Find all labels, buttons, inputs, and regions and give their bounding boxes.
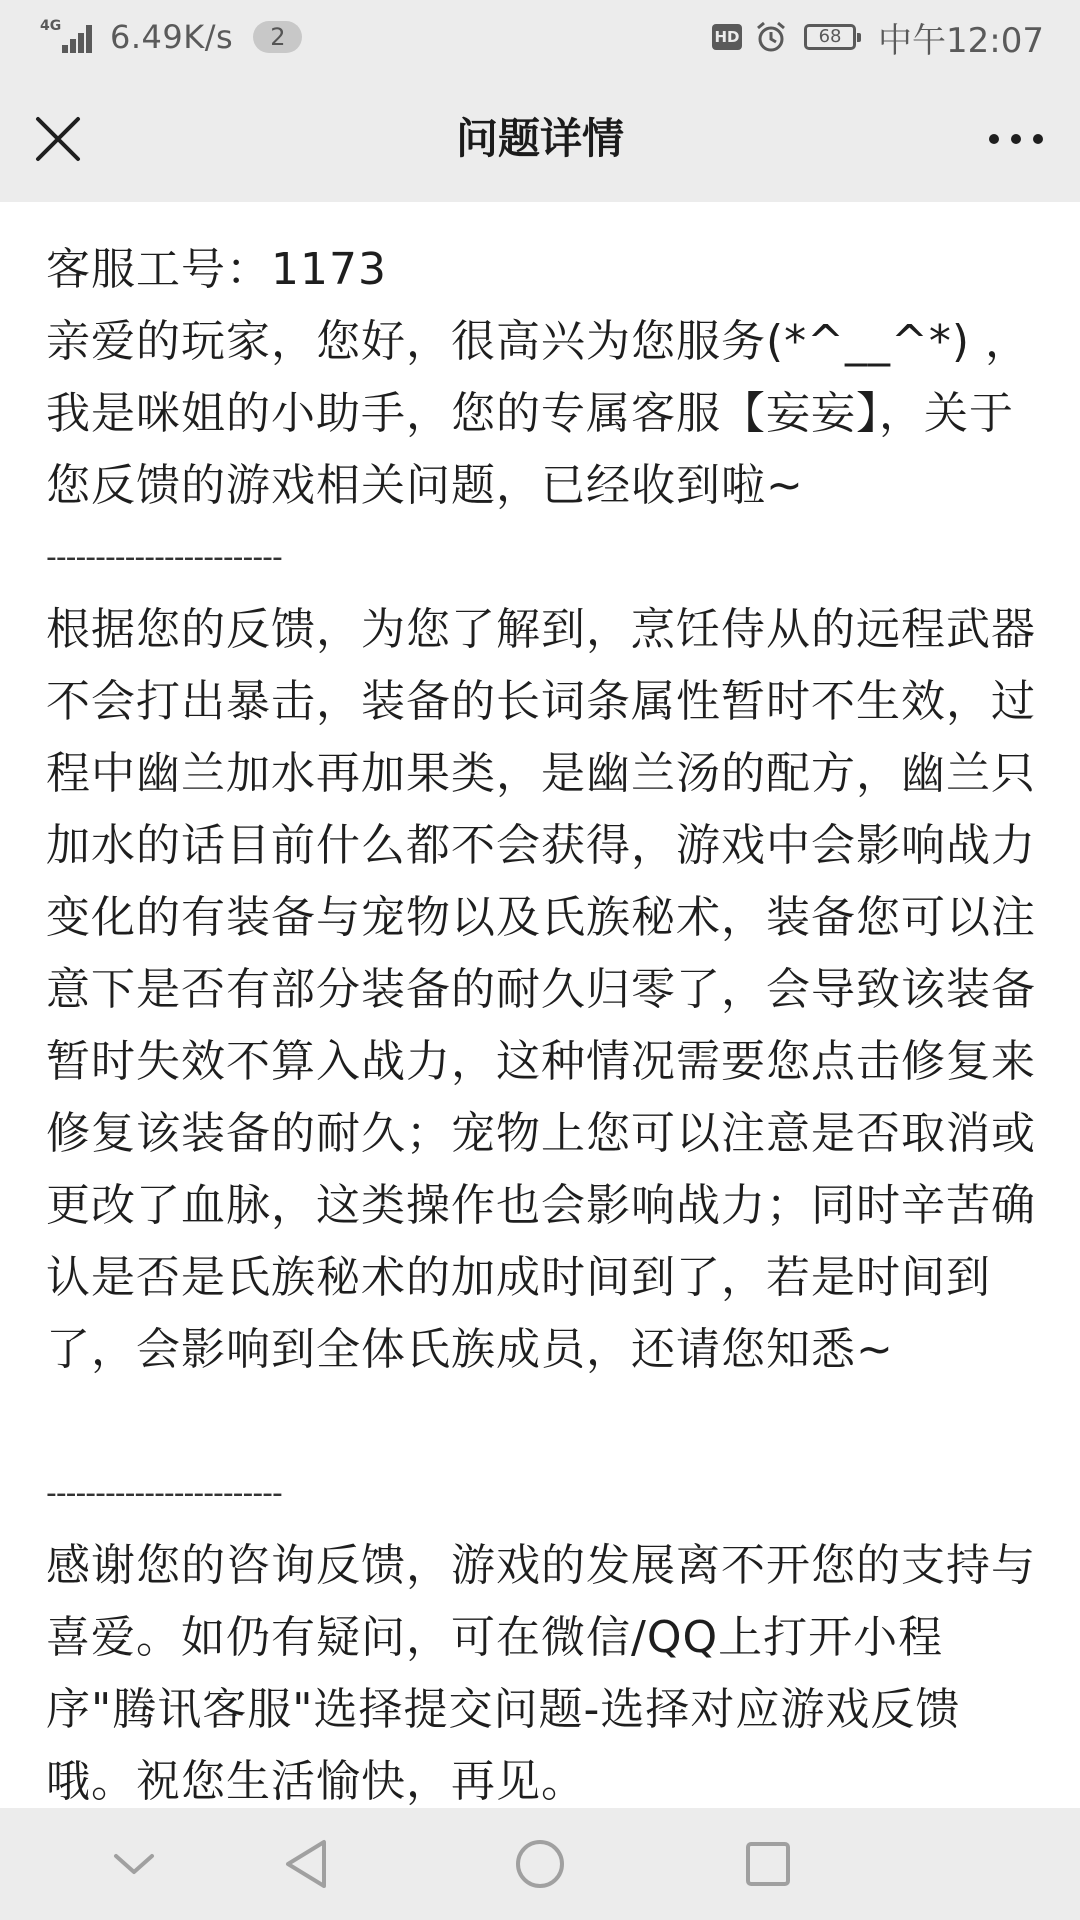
title-bar <box>0 75 1080 202</box>
divider: ------------------------ <box>46 540 282 575</box>
closing-paragraph: 感谢您的咨询反馈，游戏的发展离不开您的支持与喜爱。如仍有疑问，可在微信/QQ上打开小程序"腾讯客服"选择提交问题-选择对应游戏反馈哦。祝您生活愉快，再见。 <box>46 1540 1036 1807</box>
network-type: 4G <box>40 18 62 34</box>
back-triangle-icon[interactable] <box>268 1828 348 1900</box>
greeting-paragraph: 亲爱的玩家，您好，很高兴为您服务(*^__^*) ，我是咪姐的小助手，您的专属客服【妄妄】，关于您反馈的游戏相关问题，已经收到啦~ <box>46 316 1031 511</box>
body-paragraph: 根据您的反馈，为您了解到，烹饪侍从的远程武器不会打出暴击，装备的长词条属性暂时不生效，过程中幽兰加水再加果类，是幽兰汤的配方，幽兰只加水的话目前什么都不会获得，游戏中会影响战力变化的有装备与宠物以及氏族秘术，装备您可以注意下是否有部分装备的耐久归零了，会导致该装备暂时失效不算入战力，这种情况需要您点击修复来修复该装备的耐久；宠物上您可以注意是否取消或更改了血脉，这类操作也会影响战力；同时辛苦确认是否是氏族秘术的加成时间到了，若是时间到了，会影响到全体氏族成员，还请您知悉~ <box>46 604 1036 1375</box>
battery-icon <box>804 24 856 50</box>
status-bar <box>0 0 1080 75</box>
battery-level: 68 <box>818 26 842 47</box>
recents-square-icon[interactable] <box>728 1828 808 1900</box>
notification-badge: 2 <box>253 21 302 53</box>
agent-id: 客服工号：1173 <box>46 244 387 295</box>
more-options-icon[interactable] <box>984 125 1048 153</box>
page-title: 问题详情 <box>455 114 624 163</box>
clock: 中午12:07 <box>878 20 1044 61</box>
network-speed: 6.49K/s <box>110 18 234 56</box>
chevron-down-icon[interactable] <box>94 1828 174 1900</box>
home-circle-icon[interactable] <box>500 1828 580 1900</box>
navigation-bar <box>0 1808 1080 1920</box>
divider: ------------------------ <box>46 1476 282 1511</box>
signal-icon <box>40 17 98 57</box>
alarm-icon <box>754 20 788 54</box>
hd-icon: HD <box>712 24 742 50</box>
message-content <box>0 202 1080 1808</box>
